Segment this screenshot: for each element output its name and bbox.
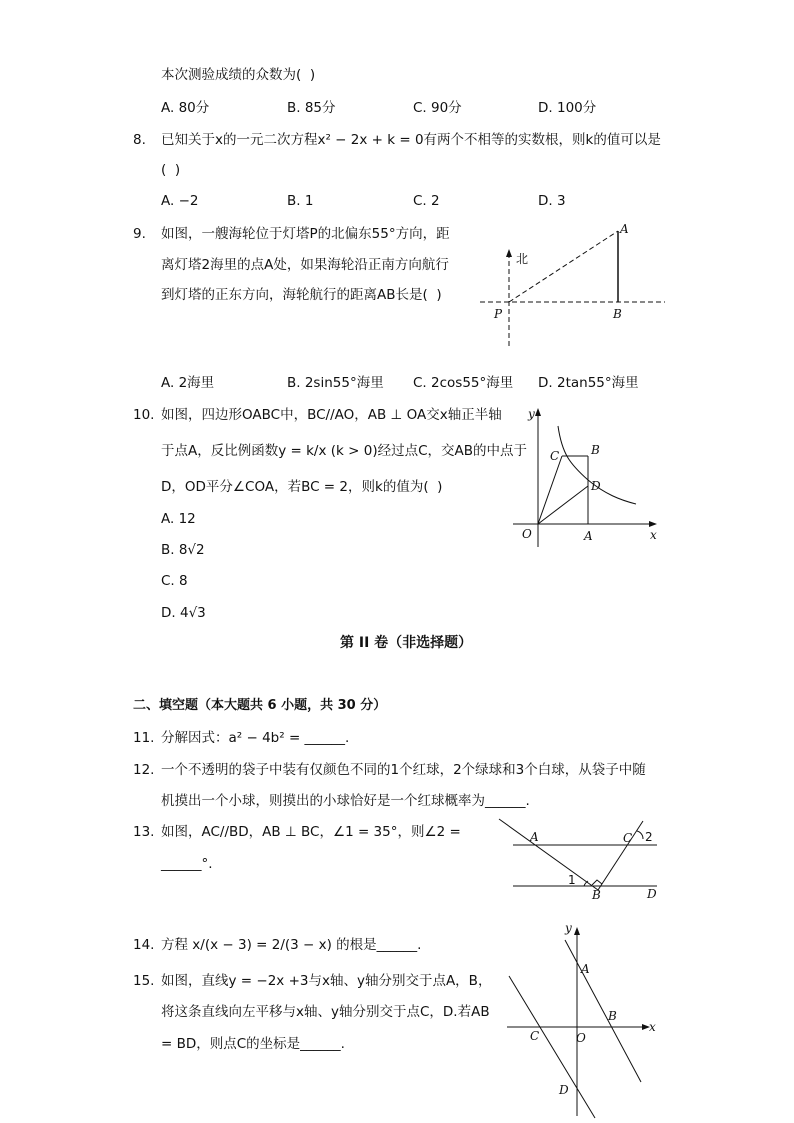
section-title: 第 II 卷（非选择题） xyxy=(340,635,473,651)
q14-text: 方程 x/(x − 3) = 2/(3 − x) 的根是______. xyxy=(161,937,422,953)
q9-line-PA xyxy=(509,231,618,302)
q8-option-a: A. −2 xyxy=(161,193,199,209)
q10-label-C: C xyxy=(550,449,560,463)
q10-number: 10. xyxy=(133,407,155,423)
q10-figure xyxy=(510,404,665,549)
q13-label-A: A xyxy=(530,830,539,844)
q9-line2: 离灯塔2海里的点A处，如果海轮沿正南方向航行 xyxy=(161,257,449,273)
q10-y-arrow xyxy=(535,408,541,416)
q10-label-A: A xyxy=(584,529,593,543)
q10-label-O: O xyxy=(522,527,532,541)
q15-line2: 将这条直线向左平移与x轴、y轴分别交于点C，D.若AB xyxy=(161,1004,490,1020)
q9-north-arrow xyxy=(506,249,512,257)
q9-line3: 到灯塔的正东方向，海轮航行的距离AB长是( ) xyxy=(161,287,442,303)
q13-angle2-arc xyxy=(637,831,643,839)
q15-y-arrow xyxy=(574,927,580,935)
q9-number: 9. xyxy=(133,226,146,242)
q11-number: 11. xyxy=(133,730,155,746)
q11-text: 分解因式：a² − 4b² = ______. xyxy=(161,730,350,746)
q9-line1: 如图，一艘海轮位于灯塔P的北偏东55°方向，距 xyxy=(161,226,450,242)
q9-option-b: B. 2sin55°海里 xyxy=(287,375,384,391)
q10-label-x: x xyxy=(650,528,657,542)
q9-option-a: A. 2海里 xyxy=(161,375,215,391)
q13-number: 13. xyxy=(133,824,155,840)
q9-label-A: A xyxy=(620,222,629,236)
q8-number: 8. xyxy=(133,132,146,148)
q15-label-y: y xyxy=(565,921,572,935)
q15-line3: = BD，则点C的坐标是______. xyxy=(161,1036,345,1052)
q15-label-A: A xyxy=(581,962,590,976)
q8-option-b: B. 1 xyxy=(287,193,314,209)
q7-option-c: C. 90分 xyxy=(413,100,462,116)
q9-option-d: D. 2tan55°海里 xyxy=(538,375,639,391)
q13-line2: ______°. xyxy=(161,856,213,872)
q8-stem-line2: ( ) xyxy=(161,162,181,178)
q7-option-a: A. 80分 xyxy=(161,100,210,116)
q10-segment-OC xyxy=(538,456,562,524)
q7-option-b: B. 85分 xyxy=(287,100,336,116)
q8-option-c: C. 2 xyxy=(413,193,440,209)
q7-stem: 本次测验成绩的众数为( ) xyxy=(161,67,316,83)
q9-label-B: B xyxy=(613,307,622,321)
q12-number: 12. xyxy=(133,762,155,778)
q15-line-CD xyxy=(509,976,595,1118)
q10-option-b: B. 8√2 xyxy=(161,542,205,558)
q15-label-O: O xyxy=(576,1031,586,1045)
q15-label-D: D xyxy=(559,1083,569,1097)
q13-figure xyxy=(495,815,670,905)
q12-line2: 机摸出一个小球，则摸出的小球恰好是一个红球概率为______. xyxy=(161,793,530,809)
q14-number: 14. xyxy=(133,937,155,953)
q13-segment-BC xyxy=(598,821,643,890)
q10-option-c: C. 8 xyxy=(161,573,188,589)
q15-line-AB xyxy=(565,940,641,1082)
q13-label-angle1: 1 xyxy=(568,873,576,887)
q15-line1: 如图，直线y = −2x +3与x轴、y轴分别交于点A，B， xyxy=(161,973,492,989)
q9-figure xyxy=(475,215,675,350)
q10-segment-OD xyxy=(538,486,588,524)
q10-line1: 如图，四边形OABC中，BC//AO，AB ⊥ OA交x轴正半轴 xyxy=(161,407,502,423)
q12-line1: 一个不透明的袋子中装有仅颜色不同的1个红球，2个绿球和3个白球，从袋子中随 xyxy=(161,762,646,778)
q9-label-P: P xyxy=(494,307,503,321)
q10-label-B: B xyxy=(591,443,600,457)
q10-label-D: D xyxy=(591,479,601,493)
q7-option-d: D. 100分 xyxy=(538,100,597,116)
q15-figure xyxy=(505,920,665,1120)
q13-label-C: C xyxy=(623,831,633,845)
q9-label-north: 北 xyxy=(516,252,529,266)
q13-right-angle-mark xyxy=(592,880,602,885)
q15-label-x: x xyxy=(649,1020,656,1034)
q10-line3: D，OD平分∠COA，若BC = 2，则k的值为( ) xyxy=(161,479,443,495)
q13-label-D: D xyxy=(647,887,657,901)
q13-label-B: B xyxy=(592,888,601,902)
q13-line1: 如图，AC//BD，AB ⊥ BC，∠1 = 35°，则∠2 = xyxy=(161,824,461,840)
q10-label-y: y xyxy=(528,407,535,421)
q8-stem-line1: 已知关于x的一元二次方程x² − 2x + k = 0有两个不相等的实数根，则k的值可以是 xyxy=(161,132,661,148)
q10-x-arrow xyxy=(649,521,657,527)
q15-label-C: C xyxy=(530,1029,540,1043)
q10-option-d: D. 4√3 xyxy=(161,605,206,621)
q8-option-d: D. 3 xyxy=(538,193,566,209)
part2-heading: 二、填空题（本大题共 6 小题，共 30 分） xyxy=(133,698,387,713)
q13-segment-AB xyxy=(499,819,598,890)
q13-label-angle2: 2 xyxy=(645,830,653,844)
q10-option-a: A. 12 xyxy=(161,511,196,527)
q9-option-c: C. 2cos55°海里 xyxy=(413,375,514,391)
q15-number: 15. xyxy=(133,973,155,989)
q10-line2: 于点A，反比例函数y = k/x (k > 0)经过点C，交AB的中点于 xyxy=(161,443,528,459)
q15-label-B: B xyxy=(608,1009,617,1023)
